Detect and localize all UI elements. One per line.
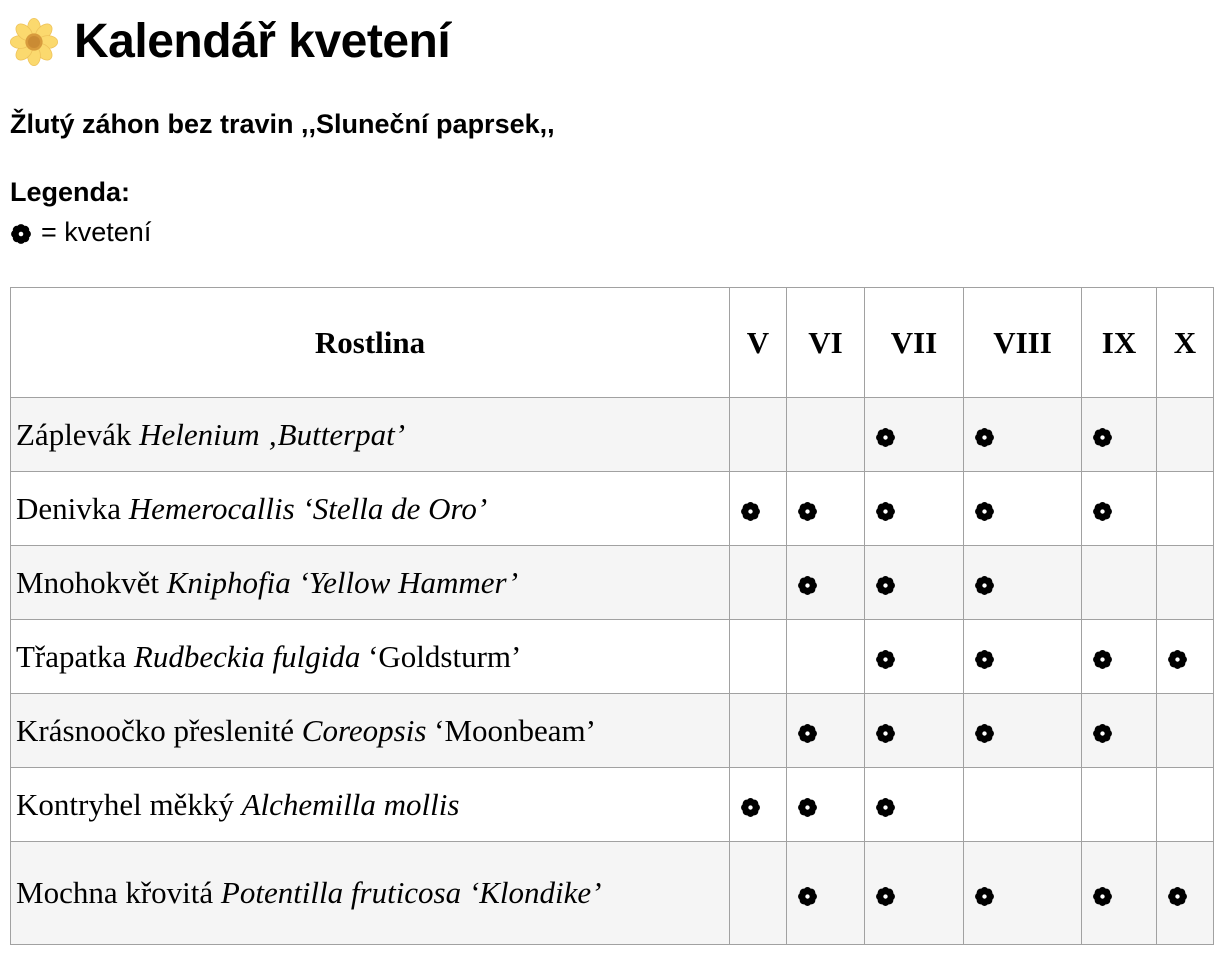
- plant-czech-name: Mochna křovitá: [16, 875, 221, 911]
- bloom-florette-icon: [1092, 649, 1113, 670]
- bloom-florette-icon: [1092, 886, 1113, 907]
- bloom-cell-VII: [865, 398, 964, 472]
- bloom-cell-IX: [1082, 620, 1157, 694]
- bloom-cell-VI: [787, 842, 865, 945]
- bloom-florette-icon: [1092, 723, 1113, 744]
- bloom-cell-VIII: [964, 620, 1082, 694]
- bloom-florette-icon: [974, 886, 995, 907]
- bloom-florette-icon: [797, 797, 818, 818]
- bloom-florette-icon: [875, 575, 896, 596]
- plant-column-header: Rostlina: [11, 288, 730, 398]
- bloom-florette-icon: [1167, 886, 1188, 907]
- florette-icon: [10, 217, 32, 248]
- bloom-florette-icon: [974, 427, 995, 448]
- bloom-cell-VI: [787, 694, 865, 768]
- bloom-cell-V: [730, 398, 787, 472]
- bloom-cell-V: [730, 768, 787, 842]
- bloom-calendar-table: [10, 287, 1214, 945]
- bloom-cell-X: [1157, 398, 1214, 472]
- plant-czech-name: Mnohokvět: [16, 564, 167, 600]
- bloom-florette-icon: [740, 797, 761, 818]
- bloom-cell-V: [730, 472, 787, 546]
- legend-line: [10, 217, 1213, 248]
- plant-czech-name: Třapatka: [16, 638, 134, 674]
- bloom-florette-icon: [797, 501, 818, 522]
- bloom-cell-X: [1157, 842, 1214, 945]
- bloom-cell-X: [1157, 694, 1214, 768]
- bed-subtitle: Žlutý záhon bez travin ,,Sluneční paprsek,,: [10, 109, 555, 140]
- bloom-cell-X: [1157, 768, 1214, 842]
- bloom-cell-VIII: [964, 398, 1082, 472]
- plant-name-cell: [11, 398, 730, 472]
- bloom-cell-VIII: [964, 546, 1082, 620]
- bloom-cell-IX: [1082, 842, 1157, 945]
- bloom-cell-IX: [1082, 398, 1157, 472]
- table-row: [11, 546, 1214, 620]
- plant-latin-name: Potentilla fruticosa ‘Klondike’: [220, 875, 602, 911]
- legend-heading: Legenda:: [10, 177, 131, 208]
- plant-latin-name: Hemerocallis ‘Stella de Oro’: [128, 490, 488, 526]
- bloom-cell-VI: [787, 398, 865, 472]
- plant-name-cell: [11, 472, 730, 546]
- bloom-cell-VII: [865, 768, 964, 842]
- bloom-florette-icon: [974, 501, 995, 522]
- month-column-header-VIII: VIII: [964, 288, 1082, 398]
- month-column-header-IX: IX: [1082, 288, 1157, 398]
- bloom-florette-icon: [1167, 649, 1188, 670]
- plant-latin-name: Alchemilla mollis: [241, 786, 460, 822]
- bloom-cell-VII: [865, 842, 964, 945]
- table-row: [11, 472, 1214, 546]
- bloom-cell-IX: [1082, 472, 1157, 546]
- table-body: [11, 398, 1214, 945]
- table-row: [11, 694, 1214, 768]
- bloom-cell-V: [730, 694, 787, 768]
- bloom-florette-icon: [974, 649, 995, 670]
- plant-name-cell: [11, 620, 730, 694]
- page-title: [10, 14, 1213, 69]
- bloom-florette-icon: [974, 723, 995, 744]
- bloom-cell-VIII: [964, 842, 1082, 945]
- bloom-florette-icon: [797, 723, 818, 744]
- bloom-cell-IX: [1082, 768, 1157, 842]
- bloom-cell-VI: [787, 768, 865, 842]
- bloom-cell-VIII: [964, 472, 1082, 546]
- bloom-cell-V: [730, 546, 787, 620]
- bloom-florette-icon: [797, 886, 818, 907]
- bloom-florette-icon: [740, 501, 761, 522]
- bloom-cell-VIII: [964, 768, 1082, 842]
- bloom-florette-icon: [1092, 427, 1113, 448]
- bloom-florette-icon: [1092, 501, 1113, 522]
- month-column-header-V: V: [730, 288, 787, 398]
- document-page: [0, 14, 1226, 965]
- legend-text: = kvetení: [41, 217, 152, 248]
- bloom-cell-V: [730, 620, 787, 694]
- bloom-cell-VII: [865, 694, 964, 768]
- bloom-florette-icon: [797, 575, 818, 596]
- month-column-header-VII: VII: [865, 288, 964, 398]
- bloom-florette-icon: [974, 575, 995, 596]
- bloom-cell-VI: [787, 546, 865, 620]
- plant-czech-name: Krásnoočko přeslenité: [16, 712, 302, 748]
- plant-name-cell: [11, 768, 730, 842]
- bloom-cell-V: [730, 842, 787, 945]
- plant-name-cell: [11, 694, 730, 768]
- page-title-text: Kalendář kvetení: [74, 15, 451, 68]
- bloom-florette-icon: [875, 886, 896, 907]
- bloom-cell-IX: [1082, 694, 1157, 768]
- plant-czech-name: ‘Goldsturm’: [360, 638, 522, 674]
- bloom-cell-X: [1157, 546, 1214, 620]
- table-row: [11, 842, 1214, 945]
- month-column-header-X: X: [1157, 288, 1214, 398]
- bloom-florette-icon: [875, 501, 896, 522]
- table-row: [11, 620, 1214, 694]
- table-header: [11, 288, 1214, 398]
- month-column-header-VI: VI: [787, 288, 865, 398]
- plant-latin-name: Coreopsis: [301, 712, 427, 748]
- bloom-cell-VIII: [964, 694, 1082, 768]
- plant-name-cell: [11, 842, 730, 945]
- table-row: [11, 768, 1214, 842]
- plant-czech-name: Kontryhel měkký: [16, 786, 242, 822]
- bloom-cell-IX: [1082, 546, 1157, 620]
- bloom-cell-VII: [865, 472, 964, 546]
- table-row: [11, 398, 1214, 472]
- plant-latin-name: Rudbeckia fulgida: [133, 638, 361, 674]
- plant-latin-name: Kniphofia ‘Yellow Hammer’: [166, 564, 519, 600]
- bloom-cell-X: [1157, 472, 1214, 546]
- plant-czech-name: ‘Moonbeam’: [426, 712, 596, 748]
- bloom-cell-VI: [787, 472, 865, 546]
- bloom-cell-X: [1157, 620, 1214, 694]
- bloom-cell-VII: [865, 546, 964, 620]
- bloom-florette-icon: [875, 427, 896, 448]
- blossom-emoji-icon: [10, 18, 58, 66]
- plant-czech-name: Denivka: [16, 490, 129, 526]
- bloom-cell-VI: [787, 620, 865, 694]
- plant-name-cell: [11, 546, 730, 620]
- bloom-cell-VII: [865, 620, 964, 694]
- bloom-florette-icon: [875, 797, 896, 818]
- plant-czech-name: Záplevák: [16, 416, 140, 452]
- plant-latin-name: Helenium ‚Butterpat’: [139, 416, 406, 452]
- bloom-florette-icon: [875, 649, 896, 670]
- bloom-florette-icon: [875, 723, 896, 744]
- header-row: [11, 288, 1214, 398]
